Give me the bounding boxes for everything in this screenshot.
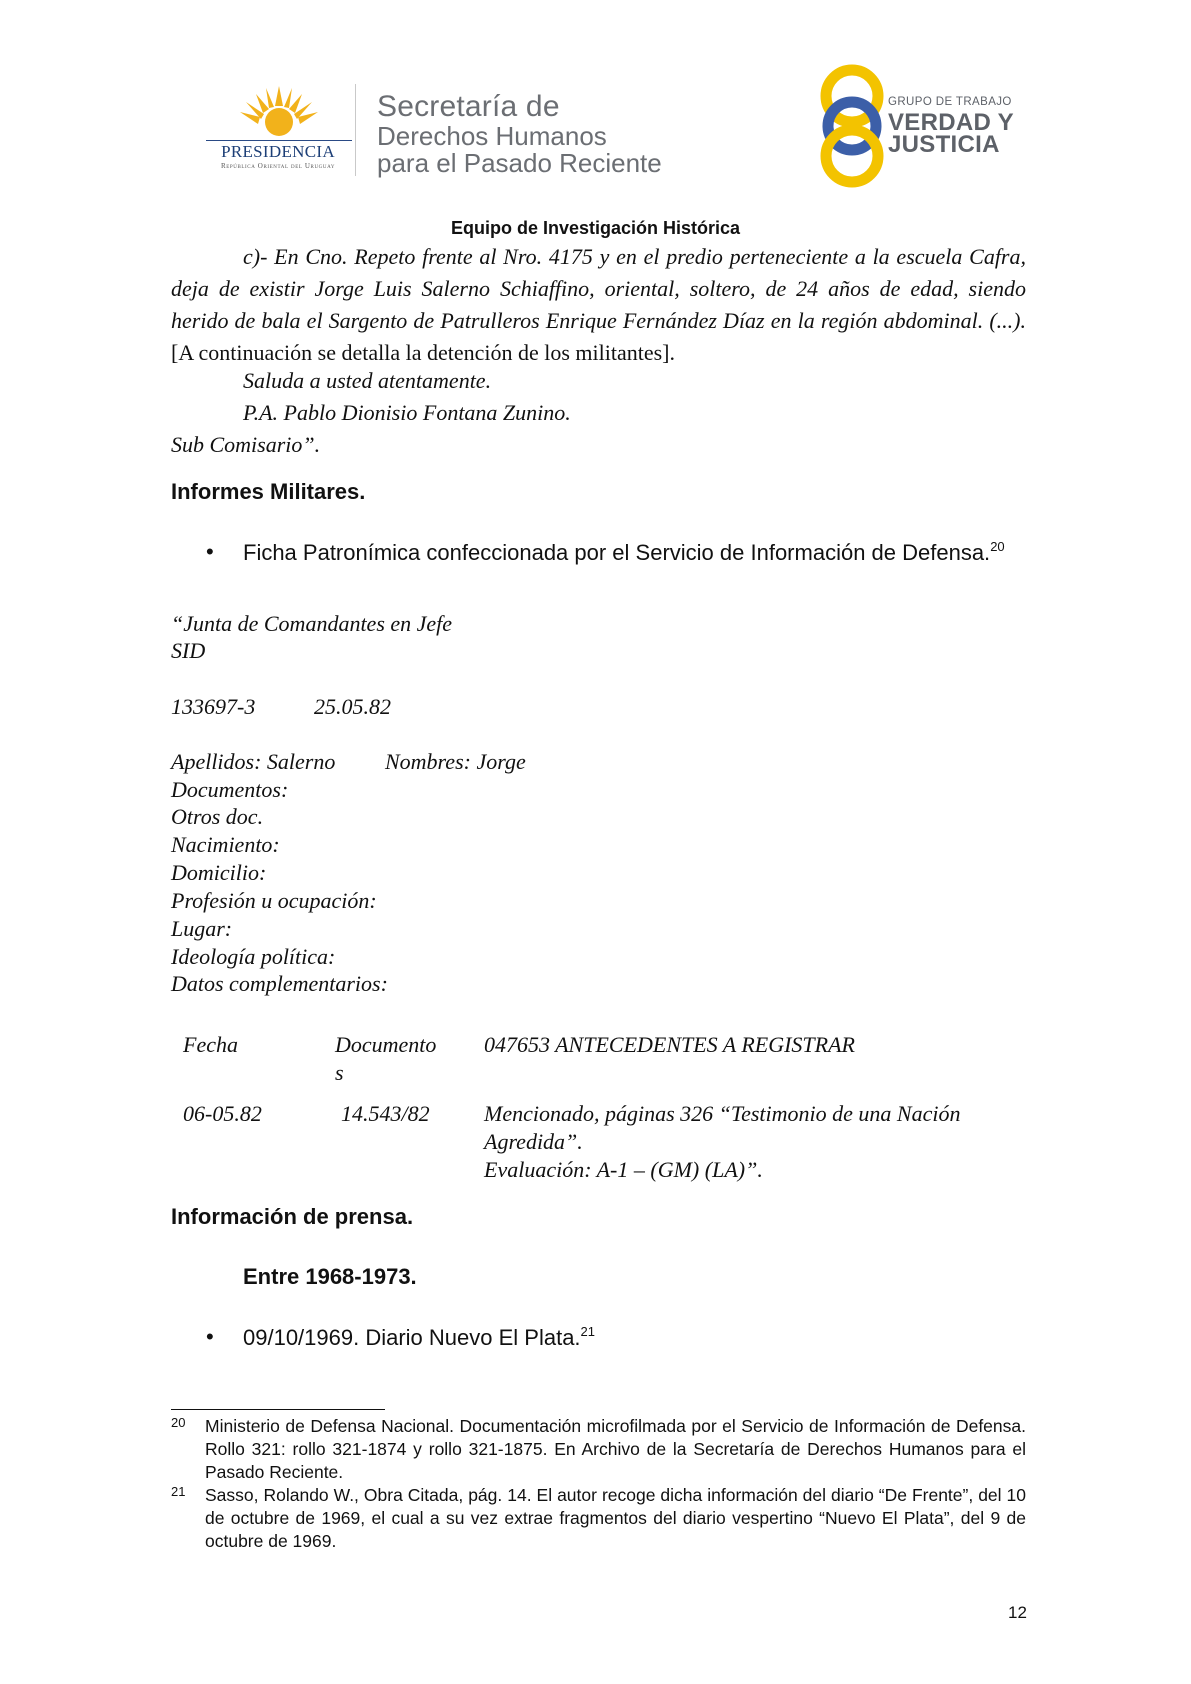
editor-note: [A continuación se detalla la detención de los militantes]. — [171, 340, 676, 365]
page-number: 12 — [1008, 1603, 1027, 1622]
sid-line: SID — [171, 638, 206, 663]
field-ideologia: Ideología política: — [171, 944, 336, 969]
heading-informacion-prensa: Información de prensa. — [171, 1204, 414, 1229]
table-header-documentos: Documento — [335, 1032, 437, 1057]
field-otros-doc: Otros doc. — [171, 804, 264, 829]
table-cell-descripcion-2: Agredida”. — [484, 1129, 583, 1154]
header-divider — [355, 84, 356, 176]
footnote-20-number: 20 — [171, 1415, 186, 1430]
table-cell-descripcion-1: Mencionado, páginas 326 “Testimonio de una Nación — [484, 1101, 961, 1126]
police-report-paragraph — [171, 241, 1026, 369]
field-datos-complementarios: Datos complementarios: — [171, 971, 388, 996]
sub-comisario-line: Sub Comisario”. — [171, 432, 321, 457]
footnote-20-text: Ministerio de Defensa Nacional. Documentación microfilmada por el Servicio de Información de Defensa. Rollo 321: rollo 321-1874 y rollo 321-1875. En Archivo de la Secretaría de Derechos Humanos para el Pasado Reciente. — [205, 1416, 1026, 1482]
subheading-entre-1968-1973: Entre 1968-1973. — [243, 1264, 417, 1289]
bullet-1-text — [243, 538, 1026, 567]
nombres-field: Nombres: Jorge — [385, 749, 526, 774]
secretaria-title-line3: para el Pasado Reciente — [377, 148, 662, 178]
footnote-21-text: Sasso, Rolando W., Obra Citada, pág. 14. El autor recoge dicha información del diario “De Frente”, del 10 de octubre de 1969, el cual a su vez extrae fragmentos del diario vespertino “Nuevo El Plata”, del 9 de octubre de 1969. — [205, 1485, 1026, 1551]
ficha-date: 25.05.82 — [314, 694, 391, 719]
table-cell-evaluacion: Evaluación: A-1 – (GM) (LA)”. — [484, 1157, 763, 1182]
presidencia-wordmark: PRESIDENCIA — [221, 142, 335, 161]
table-header-antecedentes: 047653 ANTECEDENTES A REGISTRAR — [484, 1032, 855, 1057]
table-header-fecha: Fecha — [183, 1032, 238, 1057]
secretaria-title-line2: Derechos Humanos — [377, 121, 607, 151]
presidencia-sun-logo — [236, 84, 322, 148]
bullet-2-text — [243, 1323, 1026, 1352]
saluda-line: Saluda a usted atentamente. — [243, 368, 492, 393]
footnote-ref-20[interactable]: 20 — [990, 539, 1005, 554]
heading-informes-militares: Informes Militares. — [171, 479, 366, 504]
presidencia-subtitle: República Oriental del Uruguay — [220, 162, 336, 170]
bullet-1: • — [206, 539, 214, 564]
team-title: Equipo de Investigación Histórica — [450, 218, 741, 238]
table-cell-documento: 14.543/82 — [341, 1101, 430, 1126]
footnote-21-number: 21 — [171, 1484, 186, 1499]
grupo-line1: GRUPO DE TRABAJO — [888, 96, 1012, 108]
field-nacimiento: Nacimiento: — [171, 832, 280, 857]
bullet-2: • — [206, 1324, 214, 1349]
secretaria-title-line1: Secretaría de — [377, 90, 560, 123]
apellidos-field: Apellidos: Salerno — [171, 749, 336, 774]
field-domicilio: Domicilio: — [171, 860, 267, 885]
footnote-ref-21[interactable]: 21 — [580, 1324, 596, 1339]
bullet-1-label: Ficha Patronímica confeccionada por el Servicio de Información de Defensa. — [243, 540, 991, 565]
table-header-documentos-wrap: s — [335, 1060, 344, 1085]
bullet-2-label: 09/10/1969. Diario Nuevo El Plata. — [243, 1325, 581, 1350]
grupo-line2: VERDAD Y — [888, 109, 1014, 136]
footnote-rule — [171, 1409, 385, 1410]
grupo-line3: JUSTICIA — [888, 131, 1000, 158]
field-lugar: Lugar: — [171, 916, 233, 941]
field-profesion: Profesión u ocupación: — [171, 888, 377, 913]
table-cell-fecha: 06-05.82 — [183, 1101, 262, 1126]
junta-line: “Junta de Comandantes en Jefe — [171, 611, 453, 636]
verdad-justicia-rings-logo — [812, 62, 892, 190]
ficha-number: 133697-3 — [171, 694, 256, 719]
signature-line: P.A. Pablo Dionisio Fontana Zunino. — [243, 400, 571, 425]
presidencia-rule — [206, 140, 352, 141]
field-documentos: Documentos: — [171, 777, 289, 802]
report-text: c)- En Cno. Repeto frente al Nro. 4175 y en el predio perteneciente a la escuela Cafra, deja de existir Jorge Luis Salerno Schiaffino, oriental, soltero, de 24 años de edad, siendo herido de bala el Sargento de Patrulleros Enrique Fernández Díaz en la región abdominal. (...). — [171, 244, 1026, 333]
